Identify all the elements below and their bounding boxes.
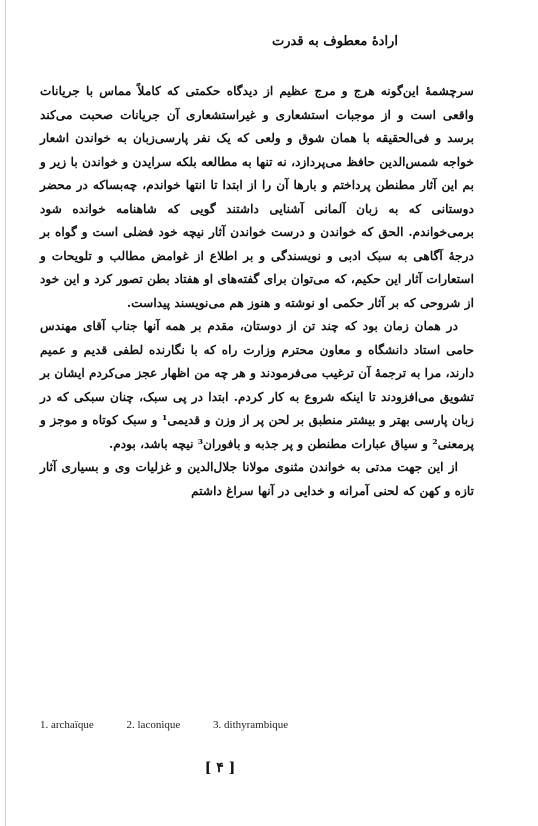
paragraph-2: در همان زمان بود که چند تن از دوستان، مقدم بر همه آنها جناب آقای مهندس حامی استاد دانشگاه و معاون محترم وزارت راه که با نگارنده لطفی قدیم و عمیم دارند، مرا به ترجمهٔ آن ترغیب می‌فرمودند و هر چه من اظهار عجز می‌کردم ایشان بر تشویق می‌افزودند تا اینکه شروع به کار کردم. ابتدا در پی سبک، چنان سبکی که در زبان پارسی بهتر و بیشتر منطبق بر لحن پر از وزن و قدیمی¹ و سبک کوتاه و موجز و پرمعنی² و سیاق عبارات مطنطن و پر جذبه و بافوران³ نیچه باشد، بودم. (40, 319, 474, 451)
paragraph-1: سرچشمهٔ این‌گونه هرج و مرج عظیم از دیدگاه حکمتی که کاملاً مماس با جریانات واقعی است و از موجبات استشعاری و غیراستشعاری آن جریانات صحبت می‌کند برسد و فی‌الحقیقه با همان شوق و ولعی که یک نفر پارسی‌زبان به خواندن اشعار خواجه شمس‌الدین حافظ می‌پردازد، نه تنها به مطالعه بلکه سرایدن و خواندن با زیر و بم این آثار مطنطن پرداختم و بارها آن را از ابتدا تا انتها خواندم، چه‌بساکه در محضر دوستانی که به زبان آلمانی آشنایی داشتند گویی که شاهنامه خوانده شود برمی‌خواندم. الحق که خواندن و درست خواندن آثار نیچه خود فضلی است و گواه بر درجهٔ آگاهی به سبک ادبی و نویسندگی و بر اطلاع از غوامض مطالب و تلویحات و استعارات آثار این حکیم، که می‌توان برای گفته‌های او هفتاد بطن تصور کرد و این خود از شروحی که بر آثار حکمی او نوشته و هنوز هم می‌نویسند پیداست. (40, 84, 474, 310)
footnote-1: 1. archaïque (40, 719, 94, 731)
footnote-3: 3. dithyrambique (213, 719, 289, 731)
paragraph-3: از این جهت مدتی به خواندن مثنوی مولانا جلال‌الدین و غزلیات وی و بسیاری آثار تازه و کهن که لحنی آمرانه و خدایی در آنها سراغ داشتم (40, 460, 474, 498)
running-header: ارادهٔ معطوف به قدرت (272, 34, 398, 49)
body-text (40, 80, 474, 503)
footnotes (40, 719, 474, 731)
footnote-2: 2. laconique (126, 719, 181, 731)
page-number: [ ۴ ] (204, 760, 236, 776)
page-edge-line (5, 0, 6, 826)
